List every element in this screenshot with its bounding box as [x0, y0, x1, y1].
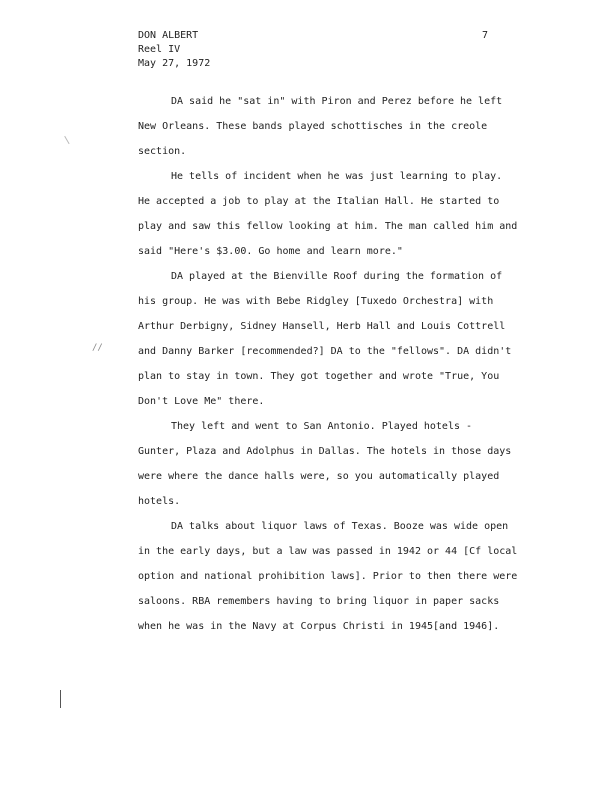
page-number: 7: [482, 30, 489, 41]
text-line: They left and went to San Antonio. Played hotels -: [171, 421, 473, 432]
text-line: Arthur Derbigny, Sidney Hansell, Herb Hall and Louis Cottrell: [138, 321, 506, 332]
text-line: when he was in the Navy at Corpus Christi in 1945[and 1946].: [138, 621, 500, 632]
text-line: DA played at the Bienville Roof during the formation of: [171, 271, 503, 282]
text-line: saloons. RBA remembers having to bring liquor in paper sacks: [138, 596, 500, 607]
text-line: Don't Love Me" there.: [138, 396, 265, 407]
text-line: DA talks about liquor laws of Texas. Booze was wide open: [171, 521, 509, 532]
reel-number: Reel IV: [138, 44, 181, 55]
text-line: section.: [138, 146, 187, 157]
interview-date: May 27, 1972: [138, 58, 211, 69]
text-line: He tells of incident when he was just learning to play.: [171, 171, 503, 182]
interviewee-name: DON ALBERT: [138, 30, 199, 41]
text-line: option and national prohibition laws]. Prior to then there were: [138, 571, 518, 582]
text-line: DA said he "sat in" with Piron and Perez before he left: [171, 96, 503, 107]
text-line: He accepted a job to play at the Italian Hall. He started to: [138, 196, 500, 207]
text-line: and Danny Barker [recommended?] DA to the "fellows". DA didn't: [138, 346, 512, 357]
text-line: Gunter, Plaza and Adolphus in Dallas. The hotels in those days: [138, 446, 512, 457]
text-line: his group. He was with Bebe Ridgley [Tuxedo Orchestra] with: [138, 296, 494, 307]
margin-rule: [60, 690, 61, 708]
margin-mark: //: [92, 343, 103, 353]
text-line: New Orleans. These bands played schottisches in the creole: [138, 121, 488, 132]
text-line: were where the dance halls were, so you automatically played: [138, 471, 500, 482]
text-line: hotels.: [138, 496, 181, 507]
text-line: plan to stay in town. They got together and wrote "True, You: [138, 371, 500, 382]
scan-speck: [64, 133, 75, 144]
document-header: [138, 29, 210, 71]
text-line: play and saw this fellow looking at him. The man called him and: [138, 221, 518, 232]
text-line: said "Here's $3.00. Go home and learn more.": [138, 246, 403, 257]
text-line: in the early days, but a law was passed in 1942 or 44 [Cf local: [138, 546, 518, 557]
